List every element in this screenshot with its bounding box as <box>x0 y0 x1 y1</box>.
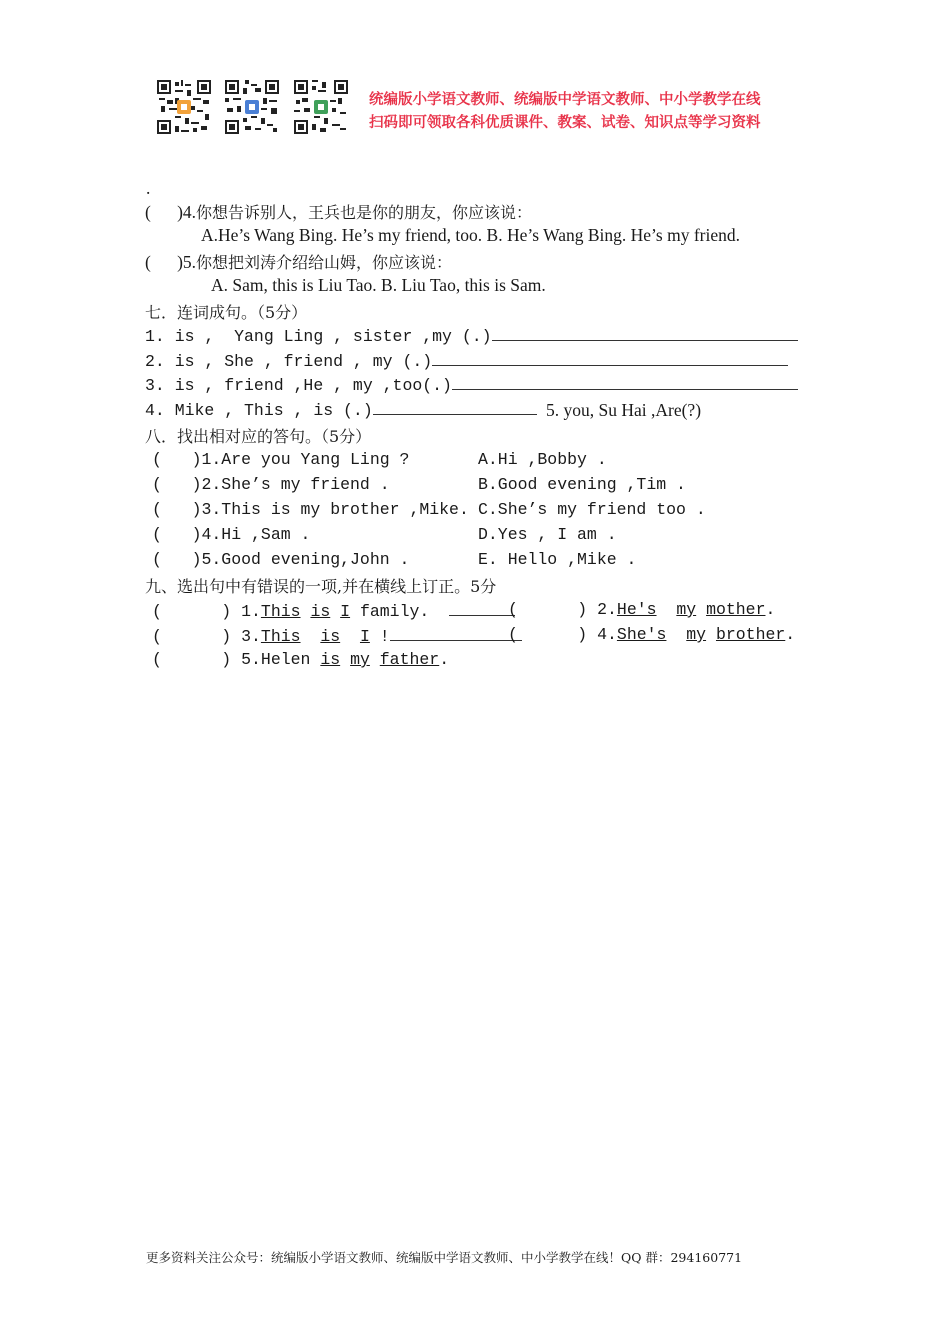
error-question-1 <box>152 600 515 621</box>
promo-banner-line-2: 扫码即可领取各科优质课件、教案、试卷、知识点等学习资料 <box>369 115 761 131</box>
option-c: father <box>379 650 440 669</box>
qr-code-icon <box>294 80 348 134</box>
match-question-2: ( )2.She’s my friend . <box>152 475 390 494</box>
option-b: is <box>310 602 331 621</box>
question-6-5 <box>145 250 452 273</box>
sentence-item-2 <box>145 350 788 371</box>
question-6-4-options: A.He’s Wang Bing. He’s my friend, too. B. He’s Wang Bing. He’s my friend. <box>201 225 740 245</box>
option-b: is <box>320 627 341 646</box>
option-c: mother <box>706 600 766 619</box>
option-a: He′s <box>616 600 657 619</box>
match-answer-a: A.Hi ,Bobby . <box>478 450 607 469</box>
answer-paren: ( ) 2. <box>508 600 617 619</box>
sentence-end: ! <box>379 627 390 646</box>
sentence-item-5: 5. you, Su Hai ,Are(?) <box>546 400 702 420</box>
option-a: She′s <box>616 625 667 644</box>
option-c: brother <box>715 625 786 644</box>
page-footer: 更多资料关注公众号：统编版小学语文教师、统编版中学语文教师、中小学教学在线！QQ 群：294160771 <box>146 1250 743 1265</box>
option-b: my <box>686 625 707 644</box>
answer-paren: ( ) 1. <box>152 602 261 621</box>
item-words: 2. is , She , friend , my (.) <box>145 352 433 371</box>
stray-dot: . <box>146 178 151 198</box>
match-answer-c: C.She’s my friend too . <box>478 500 706 519</box>
section-9-title: 九、选出句中有错误的一项,并在横线上订正。5分 <box>145 577 497 596</box>
correction-blank[interactable] <box>449 600 515 616</box>
answer-blank[interactable] <box>452 374 798 390</box>
question-6-5-options: A. Sam, this is Liu Tao. B. Liu Tao, this is Sam. <box>211 275 546 295</box>
sentence-end: . <box>439 650 450 669</box>
answer-blank[interactable] <box>432 350 788 366</box>
item-words: 3. is , friend ,He , my ,too(.) <box>145 376 452 395</box>
match-question-1: ( )1.Are you Yang Ling ? <box>152 450 410 469</box>
sentence-start: Helen <box>260 650 311 669</box>
answer-blank[interactable] <box>373 399 537 415</box>
error-question-5 <box>152 650 449 669</box>
answer-paren: ( )5. <box>145 252 197 272</box>
option-b: my <box>676 600 697 619</box>
match-question-3: ( )3.This is my brother ,Mike. <box>152 500 469 519</box>
option-a: This <box>260 627 301 646</box>
question-text: 你想把刘涛介绍给山姆，你应该说： <box>196 253 453 272</box>
question-text: 你想告诉别人，王兵也是你的朋友，你应该说： <box>196 203 533 222</box>
error-question-2 <box>508 600 775 619</box>
option-a: is <box>320 650 341 669</box>
option-c: I <box>340 602 351 621</box>
correction-blank[interactable] <box>390 625 522 641</box>
match-answer-b: B.Good evening ,Tim . <box>478 475 686 494</box>
item-words: 4. Mike , This , is (.) <box>145 401 373 420</box>
answer-blank[interactable] <box>492 325 798 341</box>
item-words: 1. is , Yang Ling , sister ,my (.) <box>145 327 492 346</box>
match-answer-d: D.Yes , I am . <box>478 525 617 544</box>
option-c: I <box>359 627 370 646</box>
section-7-title: 七．连词成句。（5分） <box>145 303 308 322</box>
sentence-item-1 <box>145 325 798 346</box>
error-question-3 <box>152 625 522 646</box>
sentence-item-3 <box>145 374 798 395</box>
sentence-rest: family. <box>359 602 430 621</box>
match-question-5: ( )5.Good evening,John . <box>152 550 410 569</box>
answer-paren: ( )4. <box>145 202 197 222</box>
qr-code-icon <box>225 80 279 134</box>
answer-paren: ( ) 3. <box>152 627 261 646</box>
question-6-4 <box>145 200 532 223</box>
sentence-item-4 <box>145 399 537 420</box>
option-b: my <box>350 650 370 669</box>
promo-banner-line-1: 统编版小学语文教师、统编版中学语文教师、中小学教学在线 <box>369 92 761 108</box>
answer-paren: ( ) 5. <box>152 650 261 669</box>
qr-code-icon <box>157 80 211 134</box>
sentence-end: . <box>785 625 796 644</box>
section-8-title: 八．找出相对应的答句。（5分） <box>145 427 372 446</box>
answer-paren: ( ) 4. <box>508 625 617 644</box>
option-a: This <box>260 602 301 621</box>
error-question-4 <box>508 625 795 644</box>
match-answer-e: E. Hello ,Mike . <box>478 550 637 569</box>
sentence-end: . <box>765 600 776 619</box>
match-question-4: ( )4.Hi ,Sam . <box>152 525 311 544</box>
